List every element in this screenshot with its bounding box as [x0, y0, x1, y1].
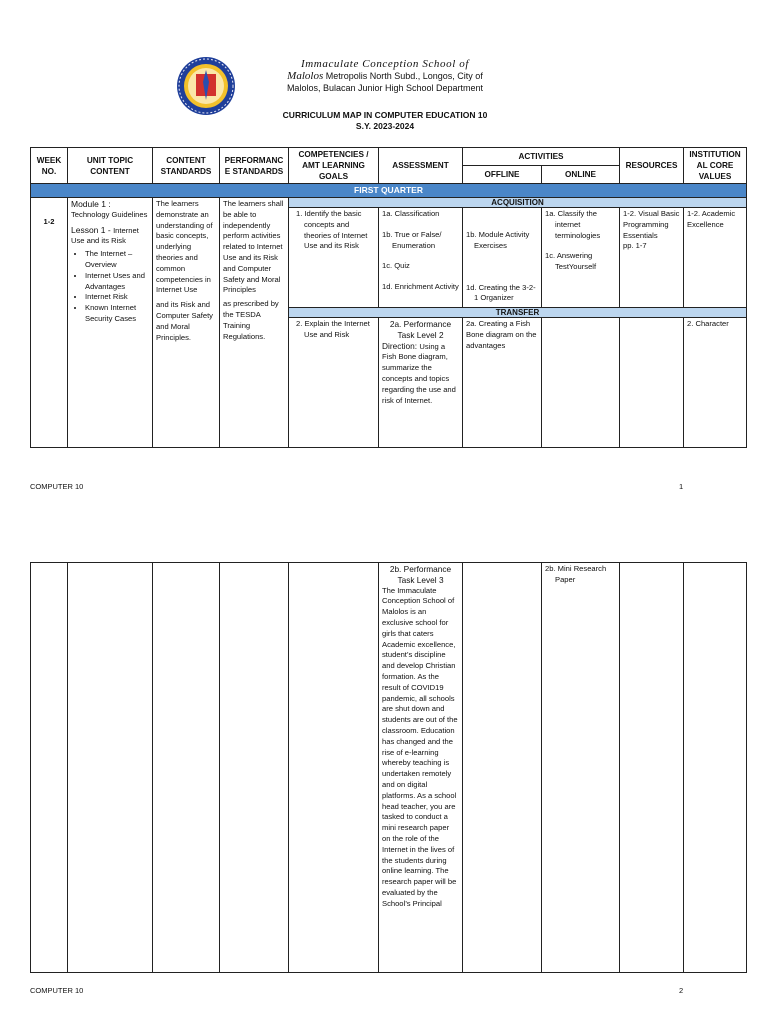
- topic-item: • Internet Uses and Advantages: [85, 271, 149, 293]
- offline-activity-1b: 1b. Module Activity Exercises: [466, 230, 530, 250]
- header-offline: OFFLINE: [463, 166, 542, 184]
- competency-cell: [289, 563, 379, 973]
- transfer-competency-cell: [289, 318, 379, 448]
- acquisition-resources-cell: [620, 208, 684, 308]
- address-text-1: Metropolis North Subd., Longos, City of: [323, 71, 483, 81]
- transfer-competency: 2. Explain the Internet Use and Risk: [296, 319, 370, 339]
- quarter-band: FIRST QUARTER: [31, 184, 747, 198]
- performance-standard-part-1: The learners shall be able to independently perform activities related to Internet Use and its Risk and Computer Safety and Moral Principles: [223, 199, 284, 295]
- curriculum-title: CURRICULUM MAP IN COMPUTER EDUCATION 10: [282, 110, 488, 120]
- content-standard-part-2: and its Risk and Computer Safety and Moral Principles.: [156, 300, 213, 342]
- offline-cell: [463, 563, 542, 973]
- lesson-name: Internet Use and its Risk: [71, 225, 139, 246]
- topic-item: • Known Internet Security Cases: [85, 303, 149, 325]
- assessment-item: 1d. Enrichment Activity: [382, 282, 459, 292]
- acquisition-values-cell: [684, 208, 747, 308]
- school-address-line-2: Malolos, Bulacan Junior High School Department: [286, 83, 484, 93]
- page-number: 2: [679, 986, 684, 995]
- header-unit: UNIT TOPIC CONTENT: [68, 148, 153, 184]
- offline-activity-2a: 2a. Creating a Fish Bone diagram on the advantages: [466, 319, 537, 350]
- performance-task-text: The Immaculate Conception School of Malolos is an exclusive school for girls that caters Academic excellence, student’s discipline and develop Christian formation. As the result of COVID19 pandemic, all schools are shut down and students are out of the classroom. Education has changed and the rise of e-learning whereby teaching is undertaken remotely and on digital platforms. As a school head teacher, you are tasked to conduct a mini research paper on the role of the Internet in the lives of the students during online learning. The research paper will be evaluated by the School’s Principal: [382, 585, 458, 908]
- topic-list: [71, 249, 149, 325]
- acquisition-assessment-cell: [379, 208, 463, 308]
- header-assessment: ASSESSMENT: [379, 148, 463, 184]
- content-standards-cell: [153, 563, 220, 973]
- performance-task-level-3: 2b. Performance Task Level 3: [389, 564, 452, 585]
- acquisition-online-cell: [542, 208, 620, 308]
- unit-topic-cell: [68, 198, 153, 448]
- header-competencies: COMPETENCIES / AMT LEARNING GOALS: [289, 148, 379, 184]
- acquisition-band: ACQUISITION: [289, 198, 747, 208]
- school-name: Immaculate Conception School of: [301, 58, 469, 70]
- header-resources: RESOURCES: [620, 148, 684, 184]
- resources-text: 1-2. Visual Basic Programming Essentials: [623, 209, 680, 240]
- header-week: WEEK NO.: [31, 148, 68, 184]
- topic-item: • The Internet – Overview: [85, 249, 149, 271]
- content-standards-cell: [153, 198, 220, 448]
- online-cell: [542, 563, 620, 973]
- school-address-line-1: [272, 70, 498, 82]
- acquisition-competency-cell: [289, 208, 379, 308]
- week-cell: [31, 563, 68, 973]
- acquisition-competency: 1. Identify the basic concepts and theories of Internet Use and its Risk: [296, 209, 368, 251]
- header-activities: ACTIVITIES: [463, 148, 620, 166]
- unit-topic-cell: [68, 563, 153, 973]
- curriculum-map-table-continued: [30, 562, 747, 973]
- online-activity-1a: 1a. Classify the internet terminologies: [545, 209, 601, 240]
- online-activity-2b: 2b. Mini Research Paper: [545, 564, 607, 584]
- module-name: Technology Guidelines: [71, 209, 148, 219]
- header-online: ONLINE: [542, 166, 620, 184]
- header-content-standards: CONTENT STANDARDS: [153, 148, 220, 184]
- performance-standard-part-2: as prescribed by the TESDA Training Regulations.: [223, 299, 279, 341]
- resources-cell: [620, 563, 684, 973]
- curriculum-map-table: [30, 147, 747, 448]
- topic-item: • Internet Risk: [85, 292, 149, 303]
- transfer-online-cell: [542, 318, 620, 448]
- lesson-label: Lesson 1 -: [71, 224, 114, 235]
- footer-label: COMPUTER 10: [30, 482, 84, 491]
- lesson-line: [71, 225, 149, 248]
- header-core-values: INSTITUTION AL CORE VALUES: [684, 148, 747, 184]
- assessment-item: 1a. Classification: [382, 209, 440, 218]
- transfer-band: TRANSFER: [289, 308, 747, 318]
- transfer-offline-cell: [463, 318, 542, 448]
- assessment-cell: [379, 563, 463, 973]
- transfer-values-cell: [684, 318, 747, 448]
- assessment-item: 1c. Quiz: [382, 261, 410, 271]
- page-number: 1: [679, 482, 684, 491]
- document-title: [250, 110, 520, 132]
- week-cell: [31, 198, 68, 448]
- assessment-item: 1b. True or False/ Enumeration: [382, 229, 442, 250]
- school-header: [272, 58, 498, 94]
- offline-activity-1d: 1d. Creating the 3-2-1 Organizer: [466, 282, 536, 303]
- header-performance-standards: PERFORMANC E STANDARDS: [220, 148, 289, 184]
- city-italic: Malolos: [287, 70, 324, 82]
- transfer-assessment-cell: [379, 318, 463, 448]
- acquisition-offline-cell: [463, 208, 542, 308]
- performance-standards-cell: [220, 563, 289, 973]
- school-year: S.Y. 2023-2024: [355, 121, 415, 131]
- core-value-academic: 1-2. Academic Excellence: [687, 209, 736, 229]
- core-value-character: 2. Character: [687, 319, 729, 328]
- school-seal-logo: [176, 56, 236, 116]
- direction-label: Direction:: [382, 340, 420, 351]
- online-activity-1c: 1c. Answering TestYourself: [545, 251, 597, 272]
- direction-text: Using a Fish Bone diagram, summarize the concepts and topics regarding the use and risk of Internet.: [382, 341, 456, 405]
- values-cell: [684, 563, 747, 973]
- week-number: 1-2: [43, 216, 55, 226]
- resources-pages: pp. 1-7: [623, 241, 647, 251]
- transfer-resources-cell: [620, 318, 684, 448]
- module-title: Module 1 :: [71, 199, 111, 209]
- footer-label: COMPUTER 10: [30, 986, 84, 995]
- content-standard-part-1: The learners demonstrate an understanding of basic concepts, underlying theories and common competencies in Internet Use: [156, 199, 213, 295]
- performance-task-level-2: 2a. Performance Task Level 2: [389, 319, 452, 340]
- task-direction: [382, 341, 459, 407]
- performance-standards-cell: [220, 198, 289, 448]
